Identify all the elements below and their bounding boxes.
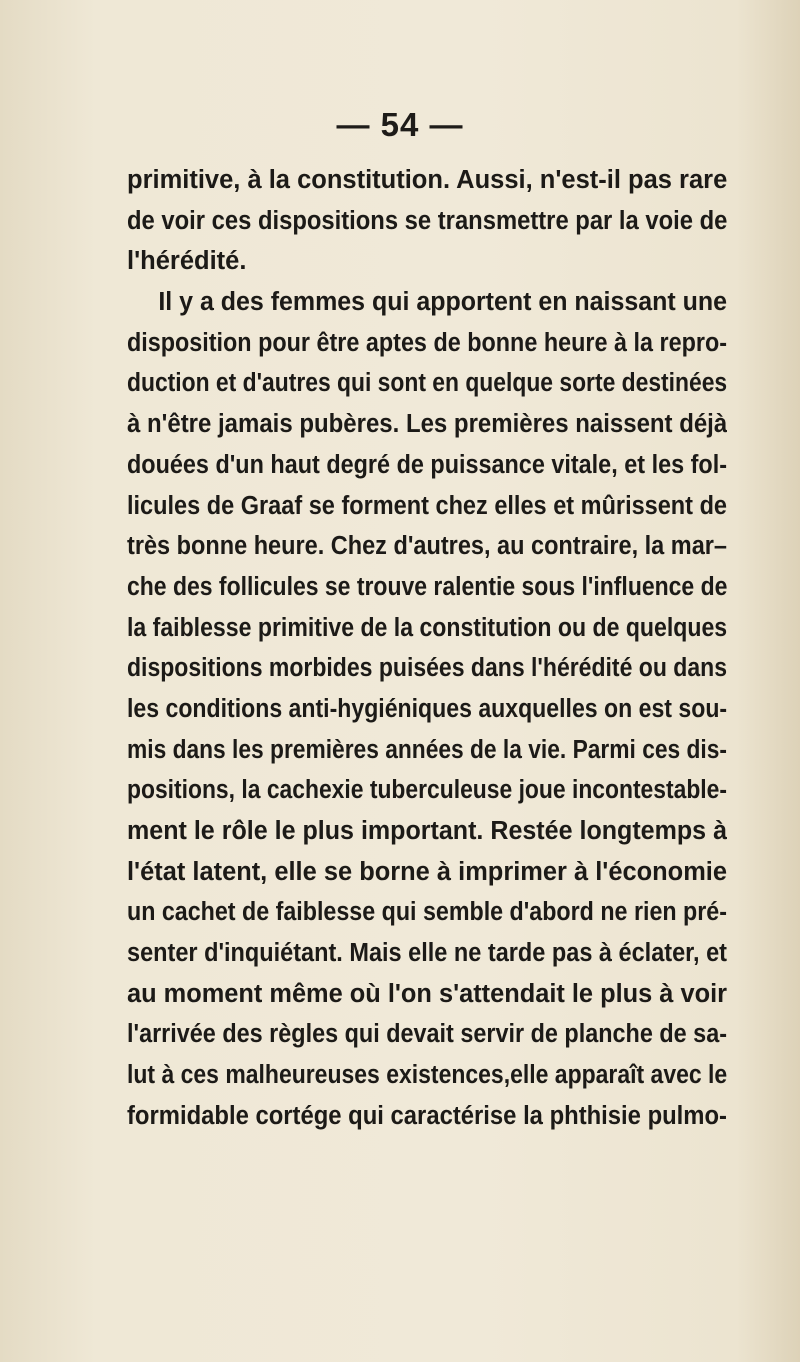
text-line: licules de Graaf se forment chez elles et mûrissent de [127,491,727,520]
text-line: mis dans les premières années de la vie. Parmi ces dis- [127,735,727,764]
text-line: l'état latent, elle se borne à imprimer à l'économie [127,857,727,886]
text-line: douées d'un haut degré de puissance vitale, et les fol- [127,450,727,479]
text-line: à n'être jamais pubères. Les premières naissent déjà [127,410,727,439]
text-line: disposition pour être aptes de bonne heure à la repro- [127,328,727,357]
text-line: che des follicules se trouve ralentie sous l'influence de [127,572,727,601]
text-line: l'arrivée des règles qui devait servir de planche de sa- [127,1020,727,1049]
text-line: primitive, à la constitution. Aussi, n'est-il pas rare [127,166,727,194]
text-line: senter d'inquiétant. Mais elle ne tarde pas à éclater, et [127,939,727,968]
body-text [127,160,727,1137]
text-line: très bonne heure. Chez d'autres, au contraire, la mar– [127,532,727,561]
text-line: formidable cortége qui caractérise la phthisie pulmo- [127,1101,727,1130]
text-line: de voir ces dispositions se transmettre par la voie de [127,206,727,235]
text-line: Il y a des femmes qui apportent en naissant une [158,288,727,317]
text-line: un cachet de faiblesse qui semble d'abord ne rien pré- [127,898,727,927]
text-line: lut à ces malheureuses existences,elle apparaît avec le [127,1061,727,1090]
text-line: dispositions morbides puisées dans l'hérédité ou dans [127,654,727,683]
page-number: — 54 — [336,106,464,143]
text-line: au moment même où l'on s'attendait le plus à voir [127,979,727,1008]
text-line: duction et d'autres qui sont en quelque sorte destinées [127,369,727,398]
text-line: l'hérédité. [127,247,247,276]
text-line: positions, la cachexie tuberculeuse joue incontestable- [127,776,727,805]
text-line: ment le rôle le plus important. Restée longtemps à [127,817,727,845]
text-line: les conditions anti-hygiéniques auxquelles on est sou- [127,694,727,723]
text-line: la faiblesse primitive de la constitution ou de quelques [127,613,727,642]
